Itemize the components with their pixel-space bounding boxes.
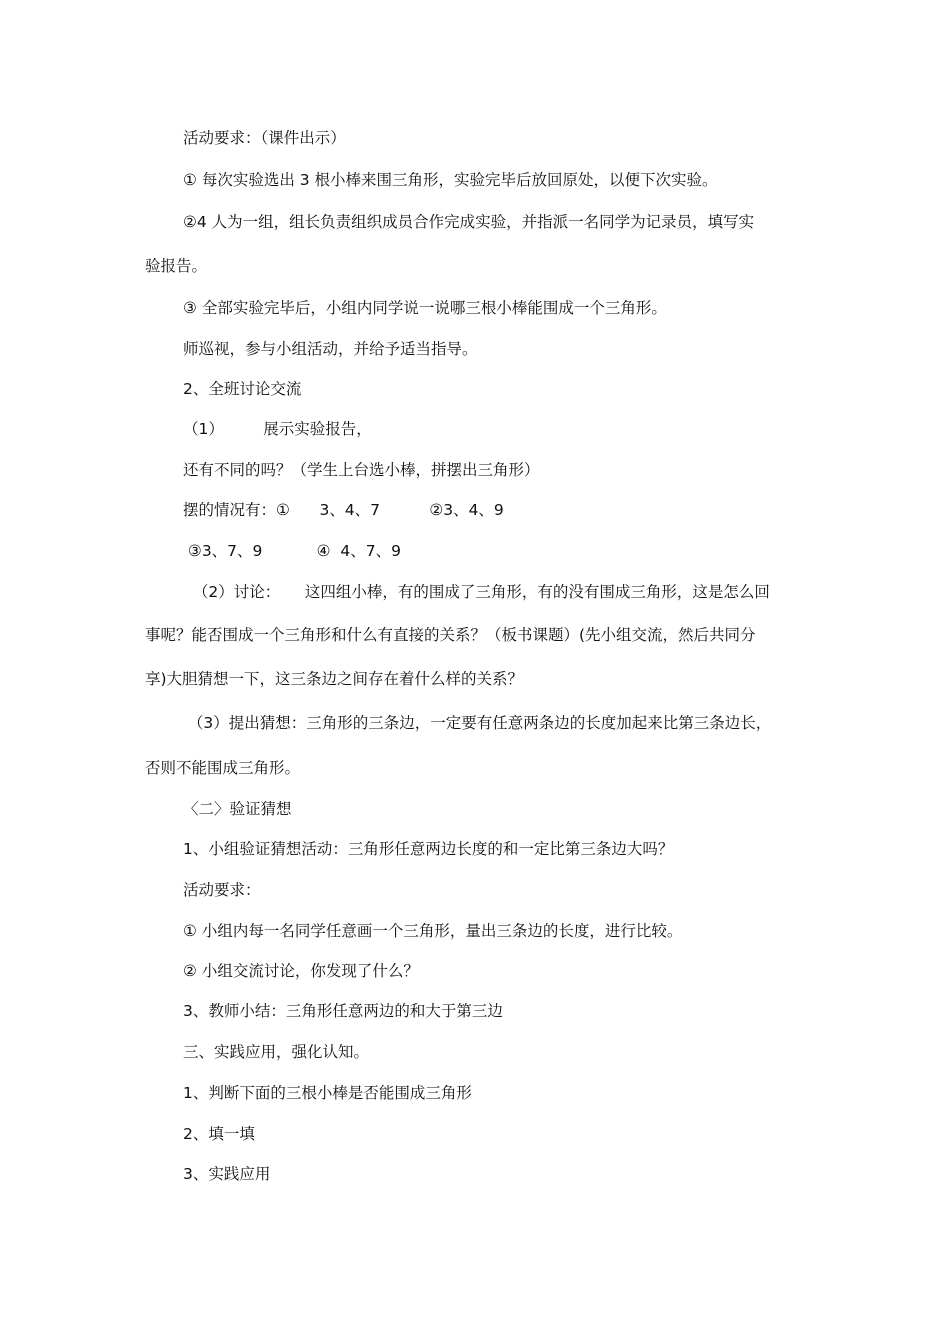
paragraph-rule-3: ③ 全部实验完毕后，小组内同学说一说哪三根小棒能围成一个三角形。	[183, 299, 667, 317]
paragraph-rule-2: ②4 人为一组，组长负责组织成员合作完成实验，并指派一名同学为记录员，填写实	[183, 213, 755, 231]
paragraph-cases-row-2: ③3、7、9 ④ 4、7、9	[183, 542, 401, 560]
paragraph-other-cases: 还有不同的吗？（学生上台选小棒，拼摆出三角形）	[183, 461, 540, 479]
list-item-practice: 3、实践应用	[183, 1165, 271, 1183]
paragraph-activity-requirements: 活动要求：（课件出示）	[183, 129, 346, 147]
list-item-fill: 2、填一填	[183, 1125, 255, 1143]
paragraph-discussion-cont-2: 享)大胆猜想一下，这三条边之间存在着什么样的关系？	[145, 670, 524, 688]
paragraph-rule-1: ① 每次实验选出 3 根小棒来围三角形，实验完毕后放回原处，以便下次实验。	[183, 171, 718, 189]
paragraph-hypothesis: （3）提出猜想：三角形的三条边，一定要有任意两条边的长度加起来比第三条边长，	[183, 714, 772, 732]
paragraph-hypothesis-cont: 否则不能围成三角形。	[145, 759, 301, 777]
paragraph-teacher-guidance: 师巡视，参与小组活动，并给予适当指导。	[183, 340, 478, 358]
paragraph-verify-rule-1: ① 小组内每一名同学任意画一个三角形，量出三条边的长度，进行比较。	[183, 922, 683, 940]
paragraph-activity-requirements-2: 活动要求：	[183, 881, 261, 899]
section-heading-verify: 〈二〉验证猜想	[183, 800, 292, 818]
paragraph-cases-row-1: 摆的情况有：① 3、4、7 ②3、4、9	[183, 501, 504, 519]
section-heading-practice: 三、实践应用，强化认知。	[183, 1043, 370, 1061]
paragraph-discussion: （2）讨论： 这四组小棒，有的围成了三角形，有的没有围成三角形，这是怎么回	[183, 583, 770, 601]
list-item-judge: 1、判断下面的三根小棒是否能围成三角形	[183, 1084, 472, 1102]
paragraph-teacher-summary: 3、教师小结：三角形任意两边的和大于第三边	[183, 1002, 503, 1020]
section-heading-class-discussion: 2、全班讨论交流	[183, 380, 302, 398]
paragraph-verify-rule-2: ② 小组交流讨论，你发现了什么？	[183, 962, 419, 980]
paragraph-discussion-cont-1: 事呢？能否围成一个三角形和什么有直接的关系？（板书课题）(先小组交流，然后共同分	[145, 626, 756, 644]
paragraph-verify-activity: 1、小组验证猜想活动：三角形任意两边长度的和一定比第三条边大吗？	[183, 840, 674, 858]
paragraph-show-report: （1） 展示实验报告，	[183, 420, 372, 438]
paragraph-rule-2-cont: 验报告。	[145, 257, 208, 275]
